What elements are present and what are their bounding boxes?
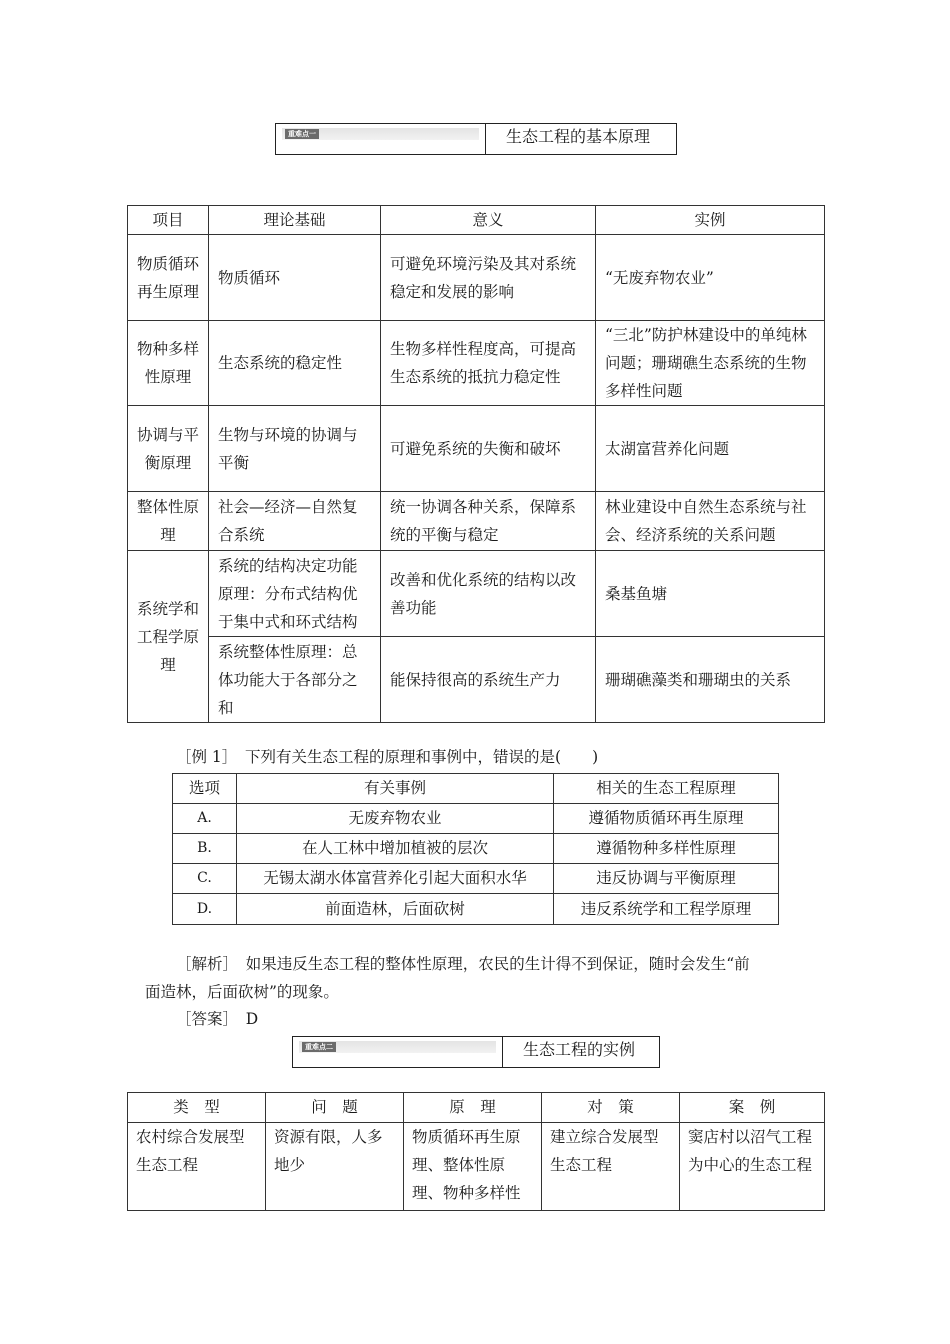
- option-letter: A.: [173, 804, 237, 834]
- theory-basis: 生态系统的稳定性: [209, 321, 381, 406]
- example: 太湖富营养化问题: [596, 406, 825, 492]
- principle-name: 物质循环再生原理: [128, 235, 209, 321]
- table-row: [128, 1123, 825, 1211]
- option-letter: B.: [173, 834, 237, 864]
- section-header-1: [275, 123, 677, 155]
- theory-basis: 系统的结构决定功能原理：分布式结构优于集中式和环式结构: [209, 551, 381, 637]
- theory-basis: 系统整体性原理：总体功能大于各部分之和: [209, 637, 381, 723]
- header-cell: 意义: [381, 206, 596, 235]
- table-row: [128, 406, 825, 492]
- header-cell: 案 例: [680, 1093, 825, 1123]
- meaning: 能保持很高的系统生产力: [381, 637, 596, 723]
- principle-text: 违反系统学和工程学原理: [554, 894, 779, 925]
- problem-cell: 资源有限，人多地少: [266, 1123, 404, 1211]
- header-cell: 问 题: [266, 1093, 404, 1123]
- section-header-2: [292, 1036, 660, 1068]
- section-title: 生态工程的基本原理: [506, 127, 651, 146]
- theory-basis: 社会—经济—自然复合系统: [209, 492, 381, 551]
- meaning: 可避免环境污染及其对系统稳定和发展的影响: [381, 235, 596, 321]
- option-letter: C.: [173, 864, 237, 894]
- table-row: [173, 804, 779, 834]
- header-cell: 对 策: [542, 1093, 680, 1123]
- case-text: 无锡太湖水体富营养化引起大面积水华: [237, 864, 554, 894]
- table-row: [128, 235, 825, 321]
- principle-text: 遵循物质循环再生原理: [554, 804, 779, 834]
- case-text: 在人工林中增加植被的层次: [237, 834, 554, 864]
- table-header-row: [128, 1093, 825, 1123]
- example: 珊瑚礁藻类和珊瑚虫的关系: [596, 637, 825, 723]
- example: “无废弃物农业”: [596, 235, 825, 321]
- case-cell: 窦店村以沼气工程为中心的生态工程: [680, 1123, 825, 1211]
- principle-name: 物种多样性原理: [128, 321, 209, 406]
- principle-text: 遵循物种多样性原理: [554, 834, 779, 864]
- principle-cell: 物质循环再生原理、整体性原理、物种多样性: [404, 1123, 542, 1211]
- section-tag-label: 重难点二: [302, 1042, 336, 1052]
- header-cell: 项目: [128, 206, 209, 235]
- header-cell: 相关的生态工程原理: [554, 774, 779, 804]
- theory-basis: 物质循环: [209, 235, 381, 321]
- principles-table: [127, 205, 825, 723]
- option-letter: D.: [173, 894, 237, 925]
- example-options-table: [172, 773, 779, 925]
- table-row: [173, 834, 779, 864]
- table-row: [173, 864, 779, 894]
- principle-text: 违反协调与平衡原理: [554, 864, 779, 894]
- principle-name: 整体性原理: [128, 492, 209, 551]
- table-header-row: [173, 774, 779, 804]
- meaning: 统一协调各种关系，保障系统的平衡与稳定: [381, 492, 596, 551]
- section-tag: [293, 1037, 503, 1067]
- principle-name: 协调与平衡原理: [128, 406, 209, 492]
- example: “三北”防护林建设中的单纯林问题；珊瑚礁生态系统的生物多样性问题: [596, 321, 825, 406]
- table-row: [128, 637, 825, 723]
- section-title: 生态工程的实例: [523, 1040, 636, 1059]
- engineering-examples-table: [127, 1092, 825, 1211]
- header-cell: 类 型: [128, 1093, 266, 1123]
- analysis-line-1: ［解析］ 如果违反生态工程的整体性原理，农民的生计得不到保证，随时会发生“前: [176, 955, 750, 973]
- header-cell: 有关事例: [237, 774, 554, 804]
- header-cell: 实例: [596, 206, 825, 235]
- theory-basis: 生物与环境的协调与平衡: [209, 406, 381, 492]
- meaning: 生物多样性程度高，可提高生态系统的抵抗力稳定性: [381, 321, 596, 406]
- principle-name: 系统学和工程学原理: [128, 551, 209, 723]
- meaning: 可避免系统的失衡和破坏: [381, 406, 596, 492]
- table-row: [128, 492, 825, 551]
- measure-cell: 建立综合发展型生态工程: [542, 1123, 680, 1211]
- case-text: 前面造林，后面砍树: [237, 894, 554, 925]
- section-tag-label: 重难点一: [285, 129, 319, 139]
- type-cell: 农村综合发展型生态工程: [128, 1123, 266, 1211]
- answer: ［答案］ D: [176, 1010, 259, 1028]
- table-row: [128, 321, 825, 406]
- example-question: ［例 1］ 下列有关生态工程的原理和事例中，错误的是( ): [176, 748, 599, 766]
- table-row: [173, 894, 779, 925]
- analysis-line-2: 面造林，后面砍树”的现象。: [145, 983, 339, 1001]
- header-cell: 选项: [173, 774, 237, 804]
- case-text: 无废弃物农业: [237, 804, 554, 834]
- table-row: [128, 551, 825, 637]
- example: 林业建设中自然生态系统与社会、经济系统的关系问题: [596, 492, 825, 551]
- header-cell: 原 理: [404, 1093, 542, 1123]
- header-cell: 理论基础: [209, 206, 381, 235]
- table-header-row: [128, 206, 825, 235]
- section-tag: [276, 124, 486, 154]
- meaning: 改善和优化系统的结构以改善功能: [381, 551, 596, 637]
- example: 桑基鱼塘: [596, 551, 825, 637]
